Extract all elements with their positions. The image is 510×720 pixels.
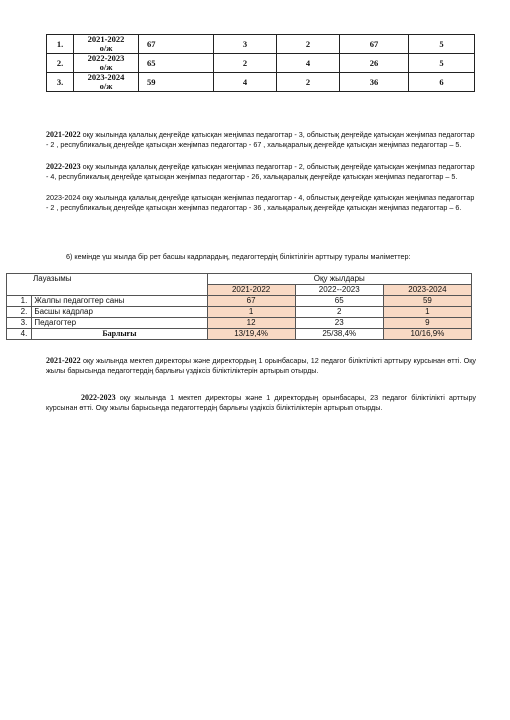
table-row xyxy=(47,73,475,92)
cell: 2 xyxy=(277,35,340,54)
academic-year: 2021-2022 о/ж xyxy=(74,35,139,54)
paragraph-2023-2024: 2023-2024 оқу жылында қалалық деңгейде қатысқан жеңімпаз педагогтар - 4, облыстық деңгейде қатысқан жеңімпаз педагогтар - 2 , республикалық деңгейде қатысқан жеңімпаз педагогтар - 36 , халықаралық деңгейде қатысқан жеңімпаз педагогтар – 6. xyxy=(46,193,475,213)
cell: 2 xyxy=(295,307,383,318)
cell: 9 xyxy=(383,318,471,329)
cell: 4 xyxy=(214,73,277,92)
cell: 67 xyxy=(207,296,295,307)
cell: 25/38,4% xyxy=(295,329,383,340)
cell: 67 xyxy=(340,35,409,54)
paragraph-courses-2022-2023: 2022-2023 оқу жылында 1 мектеп директоры және 1 директордың орынбасары, 23 педагог біліктілікті арттыру курсынан өтті. Оқу жылы барысында педагогтердің барлығы үздіксіз біліктіліктерін артырып отырды. xyxy=(46,393,476,413)
paragraph-courses-2021-2022: 2021-2022 оқу жылында мектеп директоры және директордың 1 орынбасары, 12 педагог біліктілікті арттыру курсынан өтті. Оқу жылы барысында педагогтердің барлығы үздіксіз біліктіліктерін артырып отырды. xyxy=(46,356,476,376)
cell: 59 xyxy=(383,296,471,307)
cell: 1 xyxy=(207,307,295,318)
year-header: 2021-2022 xyxy=(207,285,295,296)
row-number: 1. xyxy=(7,296,32,307)
cell: 3 xyxy=(214,35,277,54)
row-number: 3. xyxy=(47,73,74,92)
row-number: 3. xyxy=(7,318,32,329)
table-header-row xyxy=(7,274,472,285)
qualification-table xyxy=(6,273,472,340)
academic-year: 2023-2024 о/ж xyxy=(74,73,139,92)
cell: 26 xyxy=(340,54,409,73)
row-number: 1. xyxy=(47,35,74,54)
row-label: Педагогтер xyxy=(32,318,207,329)
cell: 10/16,9% xyxy=(383,329,471,340)
cell: 2 xyxy=(277,73,340,92)
cell: 13/19,4% xyxy=(207,329,295,340)
column-header-years: Оқу жылдары xyxy=(207,274,471,285)
cell: 59 xyxy=(139,73,214,92)
cell: 23 xyxy=(295,318,383,329)
row-label: Жалпы педагогтер саны xyxy=(32,296,207,307)
table-row xyxy=(47,54,475,73)
cell: 1 xyxy=(383,307,471,318)
section-heading: 6) кемінде үш жылда бір рет басшы кадрлардың, педагогтердің біліктілігін арттыру туралы мәліметтер: xyxy=(66,252,411,261)
cell: 12 xyxy=(207,318,295,329)
table-row xyxy=(7,318,472,329)
table-row xyxy=(47,35,475,54)
cell: 65 xyxy=(295,296,383,307)
cell: 67 xyxy=(139,35,214,54)
column-header-position: Лауазымы xyxy=(7,274,208,296)
academic-year: 2022-2023 о/ж xyxy=(74,54,139,73)
winners-table xyxy=(46,34,475,92)
cell: 5 xyxy=(409,54,475,73)
table-row xyxy=(7,307,472,318)
paragraph-2022-2023: 2022-2023 оқу жылында қалалық деңгейде қатысқан жеңімпаз педагогтар - 2, облыстық деңгейде қатысқан жеңімпаз педагогтар - 4, республикалық деңгейде қатысқан жеңімпаз педагогтар - 26, халықаралық деңгейде қатысқан жеңімпаз педагогтар – 5. xyxy=(46,162,475,182)
cell: 65 xyxy=(139,54,214,73)
row-number: 4. xyxy=(7,329,32,340)
total-label: Барлығы xyxy=(32,329,207,340)
row-number: 2. xyxy=(47,54,74,73)
table-total-row xyxy=(7,329,472,340)
cell: 6 xyxy=(409,73,475,92)
row-label: Басшы кадрлар xyxy=(32,307,207,318)
cell: 5 xyxy=(409,35,475,54)
year-header: 2022--2023 xyxy=(295,285,383,296)
cell: 4 xyxy=(277,54,340,73)
paragraph-2021-2022: 2021-2022 оқу жылында қалалық деңгейде қатысқан жеңімпаз педагогтар - 3, облыстық деңгейде қатысқан жеңімпаз педагогтар - 2 , республикалық деңгейде қатысқан жеңімпаз педагогтар - 67 , халықаралық деңгейде қатысқан жеңімпаз педагогтар – 5. xyxy=(46,130,475,150)
row-number: 2. xyxy=(7,307,32,318)
cell: 2 xyxy=(214,54,277,73)
cell: 36 xyxy=(340,73,409,92)
table-row xyxy=(7,296,472,307)
year-header: 2023-2024 xyxy=(383,285,471,296)
